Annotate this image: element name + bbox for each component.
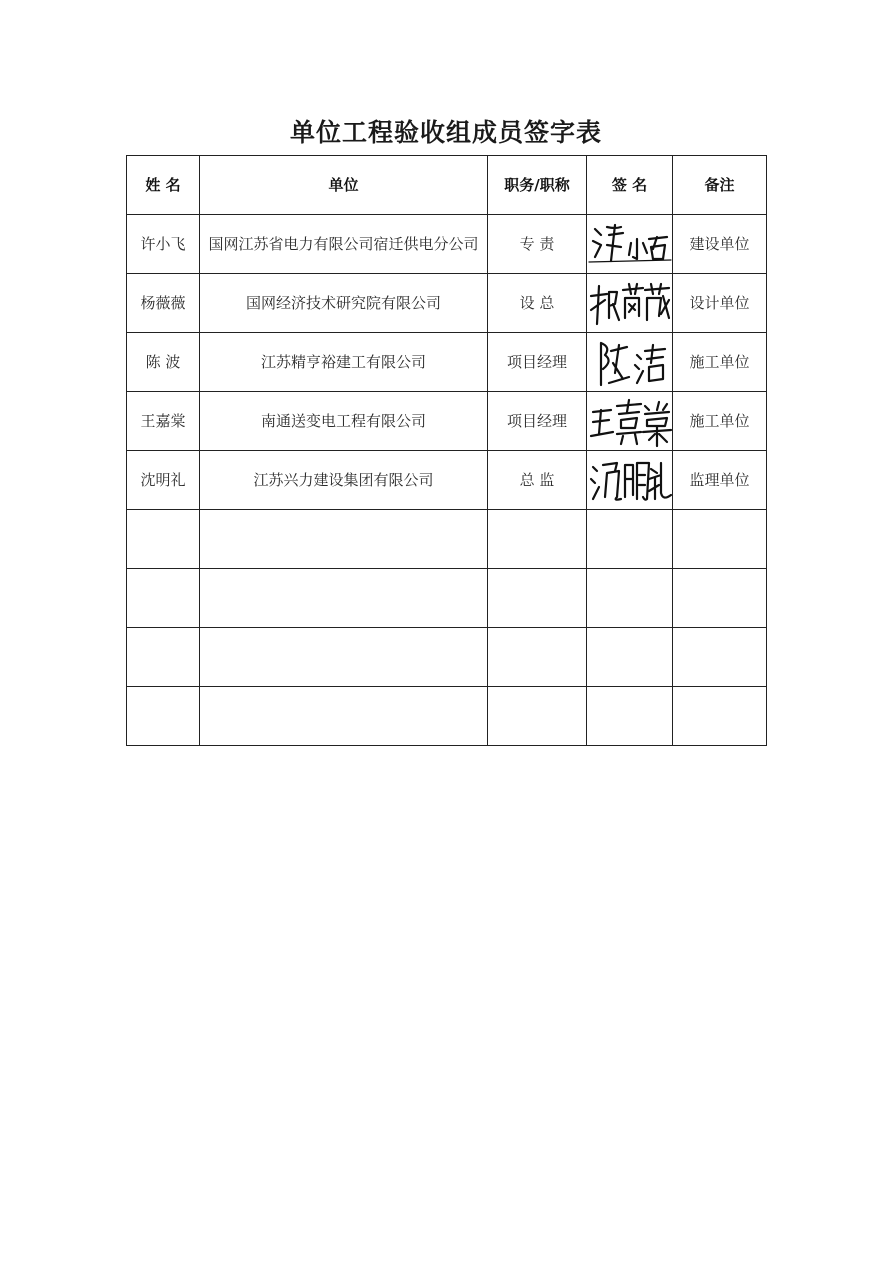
handwritten-signature — [587, 451, 673, 509]
member-unit: 国网江苏省电力有限公司宿迁供电分公司 — [200, 215, 488, 274]
handwritten-signature — [587, 215, 673, 273]
table-header-row — [127, 156, 767, 215]
handwritten-signature — [587, 392, 673, 450]
member-position: 总 监 — [488, 451, 587, 510]
member-name: 沈明礼 — [127, 451, 200, 510]
member-note: 施工单位 — [673, 333, 767, 392]
empty-cell — [488, 687, 587, 746]
empty-cell — [587, 510, 673, 569]
handwritten-signature — [587, 333, 673, 391]
empty-cell — [673, 687, 767, 746]
member-position: 专 责 — [488, 215, 587, 274]
empty-cell — [673, 569, 767, 628]
empty-cell — [673, 510, 767, 569]
empty-cell — [127, 569, 200, 628]
table-row — [127, 215, 767, 274]
empty-cell — [488, 510, 587, 569]
member-note: 设计单位 — [673, 274, 767, 333]
empty-cell — [587, 569, 673, 628]
empty-cell — [488, 569, 587, 628]
empty-cell — [127, 687, 200, 746]
empty-cell — [587, 687, 673, 746]
empty-cell — [127, 510, 200, 569]
member-position: 设 总 — [488, 274, 587, 333]
table-row — [127, 333, 767, 392]
empty-cell — [488, 628, 587, 687]
empty-cell — [673, 628, 767, 687]
table-row-empty — [127, 569, 767, 628]
member-unit: 南通送变电工程有限公司 — [200, 392, 488, 451]
empty-cell — [200, 510, 488, 569]
signature-cell — [587, 333, 673, 392]
member-unit: 国网经济技术研究院有限公司 — [200, 274, 488, 333]
member-note: 建设单位 — [673, 215, 767, 274]
member-name: 杨薇薇 — [127, 274, 200, 333]
header-signature: 签 名 — [587, 156, 673, 215]
member-position: 项目经理 — [488, 333, 587, 392]
empty-cell — [200, 628, 488, 687]
header-note: 备注 — [673, 156, 767, 215]
table-row — [127, 274, 767, 333]
member-name: 王嘉棠 — [127, 392, 200, 451]
empty-cell — [127, 628, 200, 687]
empty-cell — [200, 569, 488, 628]
signature-cell — [587, 215, 673, 274]
signature-cell — [587, 392, 673, 451]
member-unit: 江苏精亨裕建工有限公司 — [200, 333, 488, 392]
member-name: 陈 波 — [127, 333, 200, 392]
member-note: 施工单位 — [673, 392, 767, 451]
table-row — [127, 451, 767, 510]
member-name: 许小飞 — [127, 215, 200, 274]
table-row — [127, 392, 767, 451]
table-row-empty — [127, 628, 767, 687]
empty-cell — [587, 628, 673, 687]
handwritten-signature — [587, 274, 673, 332]
header-position: 职务/职称 — [488, 156, 587, 215]
member-note: 监理单位 — [673, 451, 767, 510]
member-unit: 江苏兴力建设集团有限公司 — [200, 451, 488, 510]
header-name: 姓 名 — [127, 156, 200, 215]
member-position: 项目经理 — [488, 392, 587, 451]
document-title: 单位工程验收组成员签字表 — [289, 118, 602, 147]
header-unit: 单位 — [200, 156, 488, 215]
signature-cell — [587, 274, 673, 333]
signature-table — [126, 155, 767, 746]
empty-cell — [200, 687, 488, 746]
table-row-empty — [127, 510, 767, 569]
table-row-empty — [127, 687, 767, 746]
signature-cell — [587, 451, 673, 510]
